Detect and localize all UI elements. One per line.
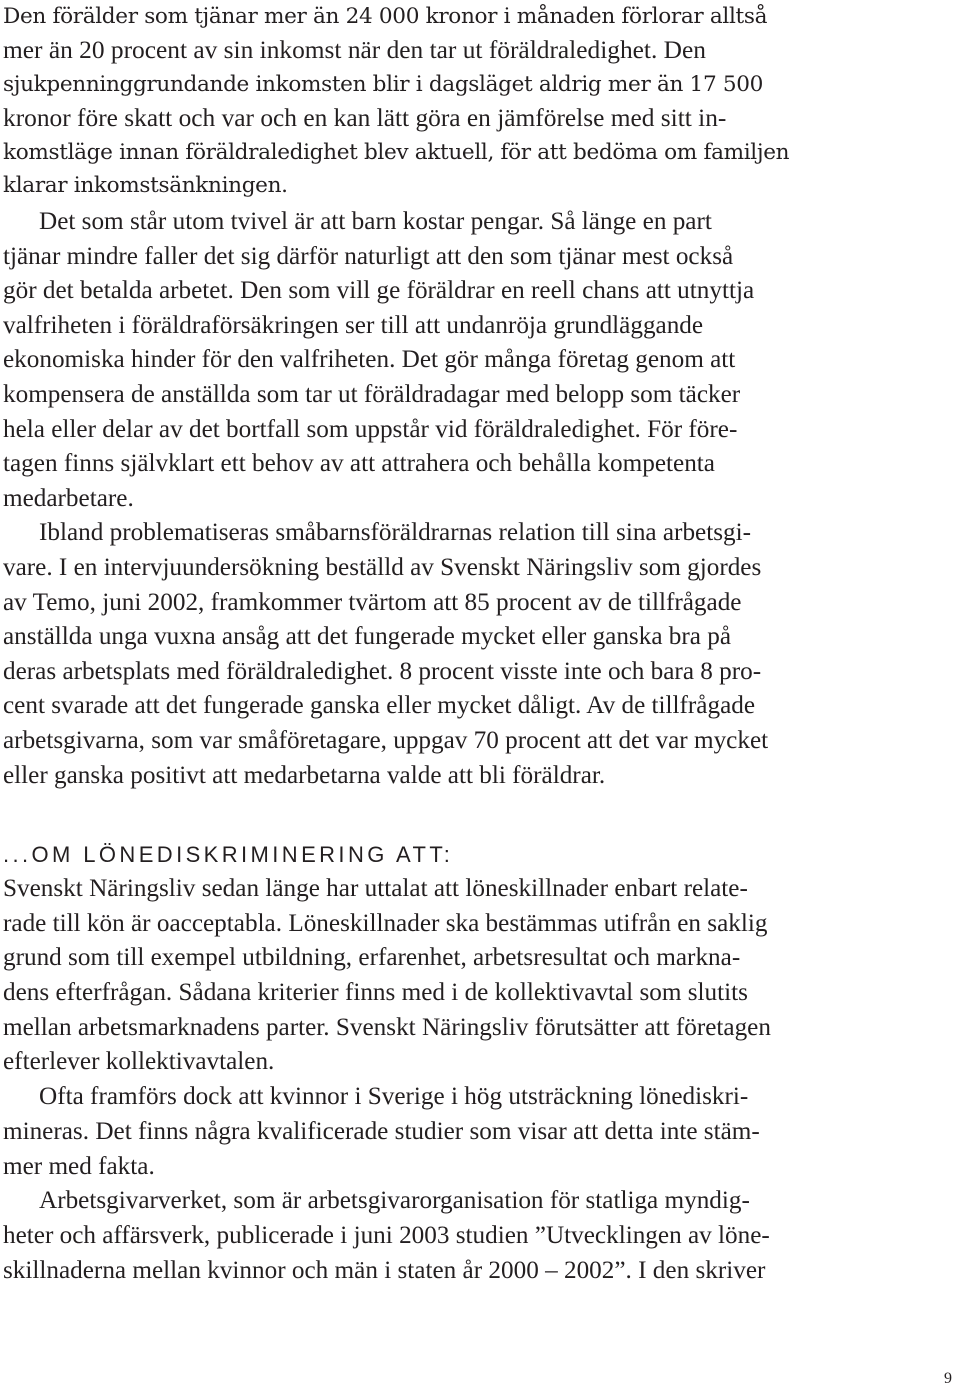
text-line: heter och affärsverk, publicerade i juni 2003 studien ”Utvecklingen av löne- [3, 1221, 770, 1249]
text-line: anställda unga vuxna ansåg att det fungerade mycket eller ganska bra på [3, 623, 732, 651]
text-line: cent svarade att det fungerade ganska eller mycket dåligt. Av de tillfrågade [3, 692, 756, 720]
text-line: efterlever kollektivavtalen. [3, 1048, 275, 1076]
text-line: mer än 20 procent av sin inkomst när den tar ut föräldraledighet. Den [3, 36, 706, 65]
text-line: skillnaderna mellan kvinnor och män i staten år 2000 – 2002”. I den skriver [3, 1256, 766, 1284]
text-line: mer med fakta. [3, 1152, 155, 1180]
text-line: gör det betalda arbetet. Den som vill ge föräldrar en reell chans att utnyttja [3, 277, 755, 305]
section-heading: ...OM LÖNEDISKRIMINERING ATT: [3, 842, 454, 867]
text-line: Det som står utom tvivel är att barn kostar pengar. Så länge en part [39, 208, 712, 235]
text-line: av Temo, juni 2002, framkommer tvärtom att 85 procent av de tillfrågade [3, 588, 742, 616]
text-line: dens efterfrågan. Sådana kriterier finns med i de kollektivavtal som slutits [3, 979, 748, 1007]
page-number: 9 [944, 1370, 952, 1387]
text-line: ekonomiska hinder för den valfriheten. Det gör många företag genom att [3, 346, 736, 374]
text-line: klarar inkomstsänkningen. [3, 173, 288, 199]
text-line: Arbetsgivarverket, som är arbetsgivarorganisation för statliga myndig- [39, 1187, 750, 1215]
text-line: medarbetare. [3, 484, 134, 512]
text-line: mineras. Det finns några kvalificerade studier som visar att detta inte stäm- [3, 1117, 760, 1145]
text-line: rade till kön är oacceptabla. Löneskillnader ska bestämmas utifrån en saklig [3, 909, 768, 937]
text-line: sjukpenninggrundande inkomsten blir i dagsläget aldrig mer än 17 500 [3, 71, 764, 97]
text-line: mellan arbetsmarknadens parter. Svenskt Näringsliv förutsätter att företagen [3, 1013, 771, 1041]
text-line: Den förälder som tjänar mer än 24 000 kronor i månaden förlorar alltså [3, 4, 768, 29]
text-line: valfriheten i föräldraförsäkringen ser till att undanröja grundläggande [3, 311, 704, 339]
paragraph-income-loss [3, 0, 853, 203]
text-line: kompensera de anställda som tar ut föräldradagar med belopp som täcker [3, 380, 741, 408]
text-line: Ofta framförs dock att kvinnor i Sverige i hög utsträckning lönediskri- [39, 1083, 749, 1111]
text-line: kronor före skatt och var och en kan lätt göra en jämförelse med sitt in- [3, 104, 727, 133]
text-line: vare. I en intervjuundersökning beställd av Svenskt Näringsliv som gjordes [3, 553, 762, 581]
text-line: eller ganska positivt att medarbetarna valde att bli föräldrar. [3, 761, 606, 789]
text-line: Svenskt Näringsliv sedan länge har uttalat att löneskillnader enbart relate- [3, 875, 748, 902]
text-line: tjänar mindre faller det sig därför naturligt att den som tjänar mest också [3, 242, 734, 270]
text-line: deras arbetsplats med föräldraledighet. 8 procent visste inte och bara 8 pro- [3, 657, 762, 685]
text-line: komstläge innan föräldraledighet blev aktuell, för att bedöma om familjen [3, 139, 790, 165]
text-line: Ibland problematiseras småbarnsföräldrarnas relation till sina arbetsgi- [39, 519, 752, 547]
paragraph-wage-discrimination [3, 872, 853, 1288]
paragraph-children-cost [3, 205, 853, 793]
text-line: tagen finns självklart ett behov av att attrahera och behålla kompetenta [3, 450, 715, 478]
text-line: grund som till exempel utbildning, erfarenhet, arbetsresultat och markna- [3, 944, 741, 972]
text-line: hela eller delar av det bortfall som uppstår vid föräldraledighet. För före- [3, 415, 738, 443]
text-line: arbetsgivarna, som var småföretagare, uppgav 70 procent att det var mycket [3, 726, 769, 754]
